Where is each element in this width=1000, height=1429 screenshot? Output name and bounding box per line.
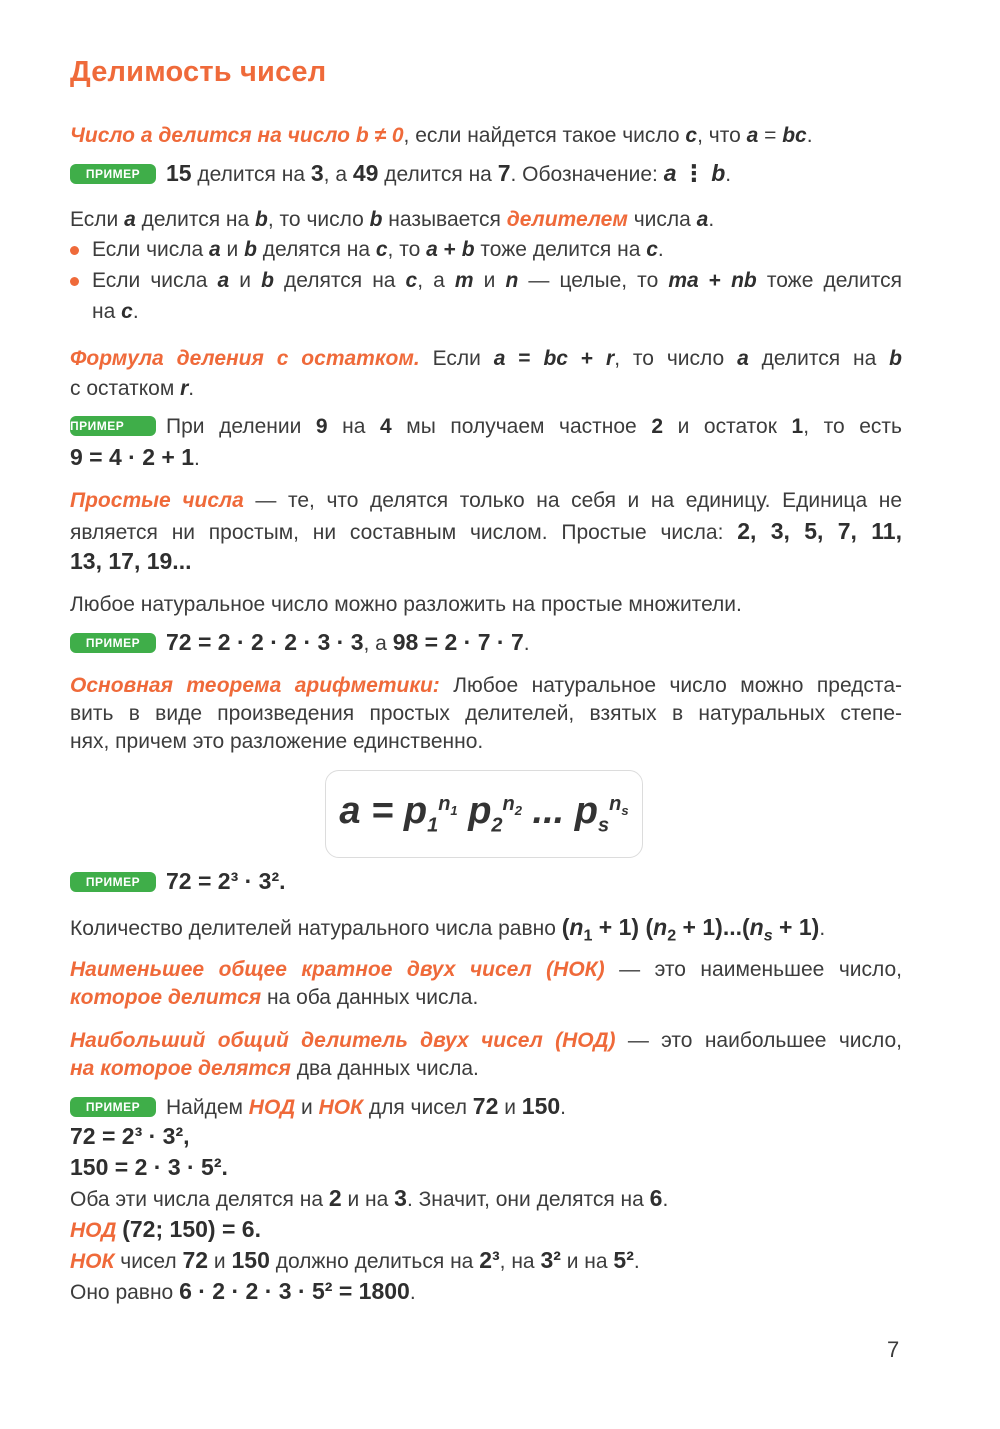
example-5: ПРИМЕР Найдем НОД и НОК для чисел 72 и 150. — [70, 1091, 902, 1123]
page-title: Делимость чисел — [70, 56, 327, 88]
example-badge: ПРИМЕР — [70, 633, 156, 653]
bullet-1: Если числа a и b делятся на c, то a + b тоже делится на c. — [70, 235, 924, 265]
example-2-cont: 9 = 4 · 2 + 1. — [70, 444, 200, 470]
remainder-term: Формула деления с остатком. — [70, 347, 420, 370]
example-badge: ПРИМЕР — [70, 872, 156, 892]
theorem-3: нях, причем это разложение единственно. — [70, 730, 484, 753]
bullet-dot — [70, 246, 79, 255]
page-number: 7 — [887, 1337, 900, 1362]
gcd-term: Наибольший общий делитель двух чисел (НОД) — [70, 1029, 616, 1052]
example-5-line-6: Оно равно 6 · 2 · 2 · 3 · 5² = 1800. — [70, 1278, 416, 1304]
bullet-2-cont: на c. — [92, 300, 139, 323]
example-5-line-3: Оба эти числа делятся на 2 и на 3. Значит, они делятся на 6. — [70, 1185, 669, 1211]
theorem: Основная теорема арифметики: Любое натуральное число можно предста- — [70, 674, 902, 697]
gcd-definition: Наибольший общий делитель двух чисел (НОД) — это наибольшее число, — [70, 1029, 902, 1052]
factorization-formula: $a = p_1^{n_1}$ $p_2^{n_2}$ ... $p_s^{n_s}$ — [325, 770, 643, 858]
example-badge: ПРИМЕР — [70, 416, 156, 436]
definition-term: Число a делится на число b ≠ 0 — [70, 124, 404, 147]
theorem-2: вить в виде произведения простых делителей, взятых в натуральных степе- — [70, 702, 902, 725]
remainder-formula-cont: с остатком r. — [70, 377, 195, 400]
example-2: ПРИМЕР При делении 9 на 4 мы получаем частное 2 и остаток 1, то есть — [70, 415, 902, 438]
bullet-2: Если числа a и b делятся на c, а m и n — целые, то ma + nb тоже делится — [70, 266, 902, 296]
divisor-definition: Если a делится на b, то число b называется делителем числа a. — [70, 208, 715, 231]
example-badge: ПРИМЕР — [70, 1097, 156, 1117]
bullet-dot — [70, 277, 79, 286]
example-badge: ПРИМЕР — [70, 164, 156, 184]
example-5-line-1: 72 = 2³ · 3², — [70, 1123, 190, 1149]
gcd-definition-2: на которое делятся два данных числа. — [70, 1057, 479, 1080]
divisor-count: Количество делителей натурального числа равно $(n_1 + 1) (n_2 + 1)...(n_s + 1)$. — [70, 914, 826, 945]
divisibility-definition: Число a делится на число b ≠ 0, если найдется такое число c, что a = bc. — [70, 124, 813, 147]
divisor-term: делителем — [506, 208, 628, 231]
example-5-line-4: НОД (72; 150) = 6. — [70, 1216, 261, 1242]
example-5-line-5: НОК чисел 72 и 150 должно делиться на 2³, на 3² и на 5². — [70, 1247, 640, 1273]
lcm-definition-2: которое делится на оба данных числа. — [70, 986, 479, 1009]
theorem-term: Основная теорема арифметики: — [70, 674, 440, 697]
primes-definition-2: является ни простым, ни составным числом. Простые числа: 2, 3, 5, 7, 11, — [70, 518, 902, 544]
lcm-definition: Наименьшее общее кратное двух чисел (НОК) — это наименьшее число, — [70, 958, 902, 981]
primes-definition: Простые числа — те, что делятся только на себя и на единицу. Единица не — [70, 489, 902, 512]
factorization-text: Любое натуральное число можно разложить на простые множители. — [70, 593, 742, 616]
example-5-line-2: 150 = 2 · 3 · 5². — [70, 1154, 228, 1180]
example-3: ПРИМЕР 72 = 2 · 2 · 2 · 3 · 3, а 98 = 2 · 7 · 7. — [70, 627, 902, 659]
primes-definition-3: 13, 17, 19... — [70, 548, 192, 574]
example-4: ПРИМЕР 72 = 2³ · 3². — [70, 866, 902, 898]
example-1: ПРИМЕР 15 делится на 3, а 49 делится на 7. Обозначение: a ⋮ b. — [70, 158, 902, 190]
remainder-formula: Формула деления с остатком. Если a = bc + r, то число a делится на b — [70, 347, 902, 370]
primes-term: Простые числа — [70, 489, 244, 512]
lcm-term: Наименьшее общее кратное двух чисел (НОК) — [70, 958, 605, 981]
